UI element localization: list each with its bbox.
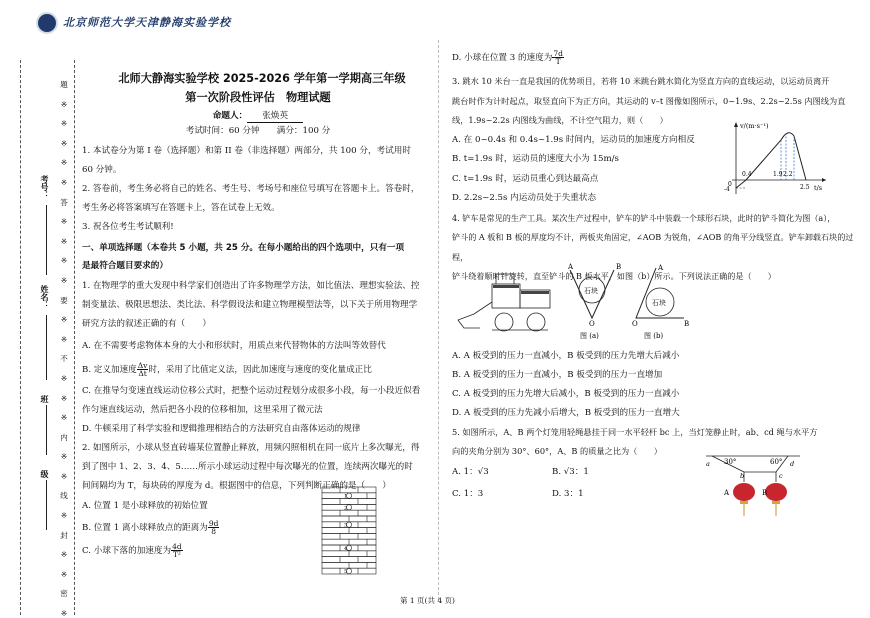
q2-b-text: B. 位置 1 离小球释放点的距离为 <box>82 523 208 534</box>
brick-row <box>322 533 376 539</box>
q2-b-den: 8 <box>211 527 217 537</box>
lantern-b-label: B <box>762 489 768 497</box>
q5-option-a[interactable]: A. 1：√3 <box>452 467 489 477</box>
binding-warning-char: ※ <box>60 275 68 285</box>
exam-time: 考试时间：60 分钟 满分：100 分 <box>185 125 331 136</box>
q3-stem-line-2: 跳台时作为计时起点，取竖直向下为正方向，其运动的 v–t 图像如图所示，0~1.9s、2.2s~2.5s 内图线为直 <box>452 95 846 106</box>
q1-stem-line-2: 制变量法、极限思想法、类比法、科学假设法和建立物理模型法等，以下关于所用物理学 <box>82 300 418 311</box>
binding-warning-char: 密 <box>60 589 68 599</box>
q2-option-b[interactable] <box>82 517 434 540</box>
label-a-b: B <box>616 263 622 271</box>
vt-ylabel: v/(m·s⁻¹) <box>740 122 769 130</box>
brick-row <box>322 487 376 493</box>
label-b-a: A <box>658 264 664 272</box>
q3-option-c[interactable]: C. t=1.9s 时，运动员重心到达最高点 <box>452 173 599 184</box>
brick-row <box>322 499 376 505</box>
q2-c-fraction <box>171 543 183 559</box>
q1-option-b[interactable] <box>82 358 434 382</box>
grade-line <box>46 480 47 530</box>
q3-option-b[interactable]: B. t=1.9s 时，运动员的速度大小为 15m/s <box>452 154 619 164</box>
binding-warning-char: ※ <box>60 393 68 403</box>
q2-b-fraction <box>208 520 220 536</box>
q1-b-den: Δt <box>138 369 147 379</box>
q1-b-num: Δv <box>137 360 148 370</box>
brick-row <box>322 510 376 516</box>
author-label: 命题人： <box>212 111 248 121</box>
bucket-figure-a <box>566 262 626 342</box>
q4-stem-line-3: 铲斗绕着顺时针旋转，直至铲斗的 B 板水平，如图（b）所示。下列说法正确的是（ ） <box>452 271 776 281</box>
grade-label: 级 <box>40 470 50 478</box>
q2-stem <box>82 439 434 496</box>
exam-number-label: 考号： <box>40 175 50 199</box>
q5-option-b[interactable]: B. √3：1 <box>552 467 589 477</box>
q1-option-c[interactable] <box>82 382 434 420</box>
q5-option-c[interactable]: C. 1：3 <box>452 489 484 499</box>
point-a-label: a <box>706 460 710 468</box>
vt-tick-0.4: 0.4 <box>742 171 752 178</box>
q5-options-row1 <box>452 461 672 483</box>
q3-option-d[interactable]: D. 2.2s~2.5s 内运动员处于失重状态 <box>452 193 597 203</box>
instructions <box>82 142 434 237</box>
q1-option-a[interactable]: A. 在不需要考虑物体本身的大小和形状时，用质点来代替物体的方法叫等效替代 <box>82 341 386 352</box>
ball-position-label: 3 <box>344 522 348 529</box>
q1-stem-line-1: 1. 在物理学的重大发现中科学家们创造出了许多物理学方法，如比值法、理想实验法、控 <box>82 281 420 292</box>
section1-line2: 是最符合题目要求的） <box>82 261 168 272</box>
q1-option-d[interactable]: D. 牛顿采用了科学实验和逻辑推理相结合的方法研究自由落体运动的规律 <box>82 424 361 435</box>
binding-warning-char: ※ <box>60 138 68 148</box>
label-b-b: B <box>684 320 690 328</box>
binding-line-left <box>20 60 21 615</box>
q1-c-line2: 作匀速直线运动，然后把各小段的位移相加，这里采用了微元法 <box>82 405 323 416</box>
q1-b-fraction <box>137 362 149 378</box>
q1-c-line1: C. 在推导匀变速直线运动位移公式时，把整个运动过程划分成很多小段，每一小段近似看 <box>82 386 421 397</box>
brick-wall-figure <box>318 486 380 576</box>
q4-option-a[interactable]: A. A 板受到的压力一直减小，B 板受到的压力先增大后减小 <box>452 351 680 361</box>
loader-figure <box>452 262 564 342</box>
vt-origin-label: 0 <box>728 181 732 188</box>
class-line <box>46 405 47 455</box>
label-b-o: O <box>632 320 638 328</box>
q4-stem-line-1: 4. 铲车是常见的生产工具。某次生产过程中，铲车的铲斗中装载一个球形石块，此时的铲斗简化为图（a）， <box>452 212 836 223</box>
instruction-line-1: 1. 本试卷分为第 I 卷（选择题）和第 II 卷（非选择题）两部分，共 100 分，考试用时 <box>82 146 411 157</box>
binding-warning-char: ※ <box>60 569 68 579</box>
lanterns-figure <box>700 450 810 522</box>
binding-warning-char: ※ <box>60 471 68 481</box>
binding-warning-char: ※ <box>60 373 68 383</box>
q4-option-d[interactable]: D. A 板受到的压力先减小后增大，B 板受到的压力一直增大 <box>452 408 680 418</box>
q5-stem-line-1: 5. 如图所示，A、B 两个灯笼用轻绳悬挂于同一水平轻杆 bc 上，当灯笼静止时，ab、cd 绳与水平方 <box>452 427 818 437</box>
class-label: 班 <box>40 395 50 403</box>
binding-warning-char: ※ <box>60 99 68 109</box>
stone-label-b: 石块 <box>652 299 666 307</box>
vt-xlabel: t/s <box>814 184 823 192</box>
q2-d-fraction <box>552 50 564 66</box>
author-row <box>82 111 434 123</box>
point-c-label: c <box>779 472 783 480</box>
binding-warning-char: 不 <box>60 354 68 364</box>
bucket-figure-b <box>626 262 690 342</box>
lantern-a-label: A <box>724 489 730 497</box>
author-name: 张焕英 <box>247 111 303 123</box>
instruction-line-4: 考生务必将答案填写在答题卡上，答在试卷上无效。 <box>82 203 280 214</box>
binding-warning-char: ※ <box>60 334 68 344</box>
binding-warning-char: ※ <box>60 511 68 521</box>
vt-chart <box>718 118 830 198</box>
column-divider <box>438 40 439 600</box>
q2-c-num: 4d <box>172 541 182 551</box>
fig-b-caption: 图 (b) <box>644 332 664 340</box>
q2-b-num: 9d <box>208 518 219 528</box>
vt-tick-2.5: 2.5 <box>800 184 810 191</box>
instruction-line-3: 2. 答卷前，考生务必将自己的姓名、考生号、考场号和座位号填写在答题卡上。答卷时， <box>82 184 420 195</box>
q4-option-b[interactable]: B. A 板受到的压力一直减小，B 板受到的压力一直增加 <box>452 370 663 380</box>
q1-stem <box>82 277 434 334</box>
vt-neg-label: -4 <box>724 186 730 193</box>
page-subtitle: 第一次阶段性评估 物理试题 <box>185 91 331 104</box>
q2-option-a[interactable]: A. 位置 1 是小球释放的初始位置 <box>82 501 208 512</box>
exam-number-line <box>46 205 47 275</box>
point-b-label: b <box>740 472 745 480</box>
left-column <box>82 72 434 563</box>
q2-d-den: T <box>555 57 561 66</box>
q1-b-text2: 时，采用了比值定义法，因此加速度与速度的变化量成正比 <box>148 365 372 376</box>
binding-warning-char: 线 <box>60 491 68 501</box>
instruction-line-2: 60 分钟。 <box>82 165 122 176</box>
section1-heading <box>82 239 434 275</box>
q1-stem-line-3: 研究方法的叙述正确的有（ ） <box>82 319 211 330</box>
q2-stem-line-3: 间间隔均为 T，每块砖的厚度为 d。根据图中的信息，下列判断正确的是（ ） <box>82 481 391 492</box>
label-a-a: A <box>568 263 574 271</box>
q2-c-text: C. 小球下落的加速度为 <box>82 546 172 557</box>
label-a-o: O <box>589 320 595 328</box>
vt-tick-1.9: 1.9 <box>773 171 783 178</box>
binding-warning-char: ※ <box>60 119 68 129</box>
angle-30-label: 30° <box>724 458 737 466</box>
point-d-label: d <box>790 460 795 468</box>
school-seal-icon <box>36 12 58 34</box>
q1-b-text1: B. 定义加速度 <box>82 365 137 376</box>
q2-d-num: 7d <box>553 48 563 58</box>
ball-position-label: 1 <box>344 493 348 500</box>
q2-c-den: T² <box>172 550 181 560</box>
q2-stem-line-2: 到了图中 1、2、3、4、5……所示小球运动过程中每次曝光的位置，连续两次曝光的时 <box>82 462 413 473</box>
binding-warning-char: ※ <box>60 177 68 187</box>
brick-row <box>322 557 376 563</box>
q5-stem-line-2: 向的夹角分别为 30°、60°，A、B 的质量之比为（ ） <box>452 446 662 456</box>
binding-warning-char: ※ <box>60 609 68 618</box>
vt-tick-2.2: 2.2 <box>783 171 793 178</box>
binding-warning-char: ※ <box>60 452 68 462</box>
page-footer: 第 1 页(共 4 页) <box>400 596 455 605</box>
fig-a-caption: 图 (a) <box>580 332 599 340</box>
binding-warning-char: ※ <box>60 217 68 227</box>
page-title: 北师大静海实验学校 2025-2026 学年第一学期高三年级 <box>118 72 406 85</box>
binding-warning-char: ※ <box>60 550 68 560</box>
q4-stem-line-2: 铲斗的 A 板和 B 板的厚度均不计，两板夹角固定，∠AOB 为锐角，∠AOB 的角平分线竖直。铲车卸载石块的过程， <box>452 232 854 262</box>
name-line <box>46 315 47 380</box>
binding-warning-char: 題 <box>60 80 68 89</box>
stone-label-a: 石块 <box>584 287 598 295</box>
q3-option-a[interactable]: A. 在 0~0.4s 和 0.4s~1.9s 时间内，运动员的加速度方向相反 <box>452 134 695 145</box>
binding-warning-char: 要 <box>60 295 68 305</box>
section1-line1: 一、单项选择题（本卷共 5 小题，共 25 分。在每小题给出的四个选项中，只有一项 <box>82 243 405 254</box>
q3-stem-line-1: 3. 跳水 10 米台一直是我国的优势项目，若将 10 米跳台跳水简化为竖直方向的直线运动，以运动员离开 <box>452 76 830 86</box>
ball-position-label: 5 <box>344 569 348 576</box>
q4-option-c[interactable]: C. A 板受到的压力先增大后减小，B 板受到的压力一直减小 <box>452 389 680 399</box>
instruction-line-5: 3. 祝各位考生考试顺利! <box>82 222 174 233</box>
binding-warning-char: ※ <box>60 158 68 168</box>
q3-stem-line-3: 线，1.9s~2.2s 内图线为曲线，不计空气阻力，则（ ） <box>452 115 668 125</box>
q5-option-d[interactable]: D. 3：1 <box>552 489 584 499</box>
binding-warning-char: 答 <box>60 197 68 207</box>
q2-option-d[interactable] <box>452 48 864 68</box>
ball-position-label: 2 <box>344 505 348 512</box>
binding-warning-char: 封 <box>60 530 68 540</box>
binding-warning-column <box>58 75 70 618</box>
binding-warning-char: ※ <box>60 413 68 423</box>
q2-option-c[interactable] <box>82 540 434 563</box>
angle-60-label: 60° <box>770 458 783 466</box>
ball-position-label: 4 <box>344 545 348 552</box>
binding-warning-char: ※ <box>60 236 68 246</box>
name-label: 姓名： <box>40 285 50 309</box>
binding-warning-char: ※ <box>60 256 68 266</box>
q5-options-row2 <box>452 483 672 505</box>
q2-d-text: D. 小球在位置 3 的速度为 <box>452 53 553 63</box>
binding-warning-char: 内 <box>60 432 68 442</box>
binding-line-right <box>74 60 75 615</box>
school-logo-text: 北京师范大学天津静海实验学校 <box>63 16 231 29</box>
binding-warning-char: ※ <box>60 315 68 325</box>
q2-stem-line-1: 2. 如图所示，小球从竖直砖墙某位置静止释放，用频闪照相机在同一底片上多次曝光，得 <box>82 443 420 454</box>
